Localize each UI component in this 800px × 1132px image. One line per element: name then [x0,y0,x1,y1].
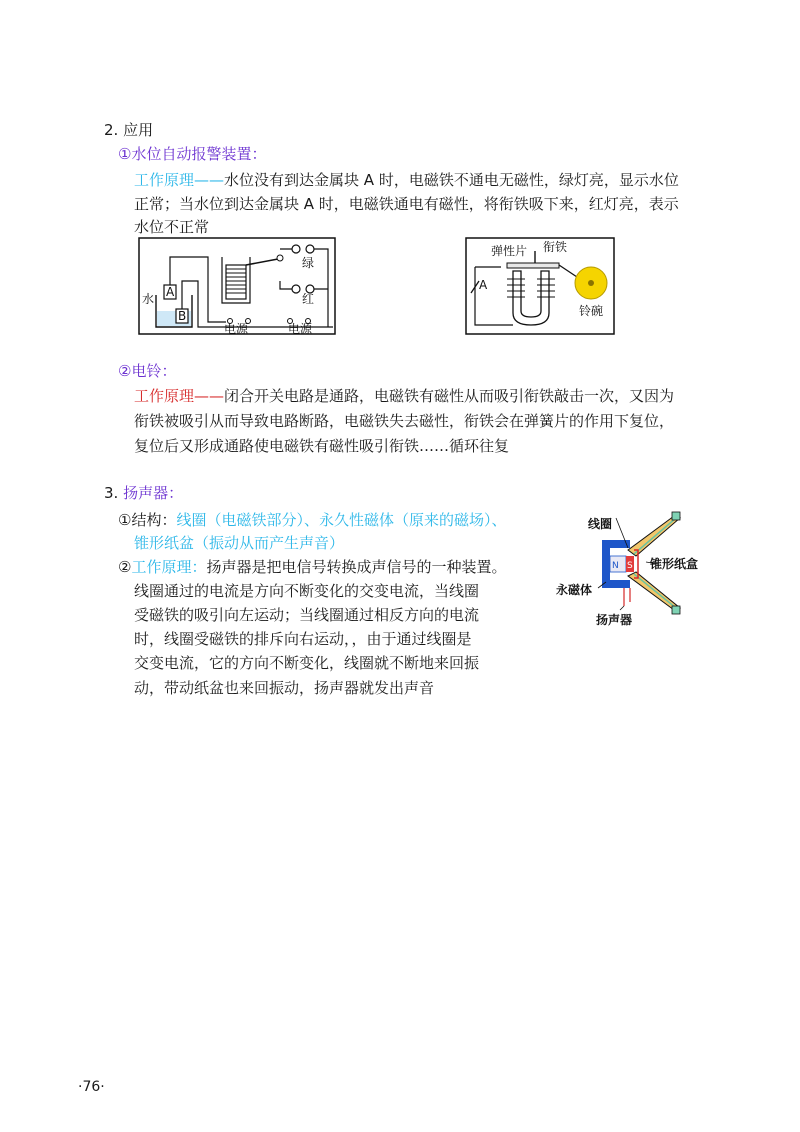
principle-text: 水位没有到达金属块 A 时，电磁铁不通电无磁性，绿灯亮，显示水位 [224,171,679,189]
magnet-label: 永磁体 [556,583,593,597]
a-label: A [479,278,488,292]
green-lamp-label: 绿 [302,256,315,270]
speaker-principle-line-1 [118,556,506,578]
speaker-principle-text: 扬声器是把电信号转换成声信号的一种装置。 [206,558,507,576]
block-b-label: B [178,309,187,323]
section-2-heading: 2. 应用 [104,121,154,139]
cone-label: 锥形纸盒 [650,557,699,571]
section-3-title: 扬声器： [123,484,184,502]
n-pole-label: N [612,561,619,571]
speaker-diagram [554,510,699,630]
electric-bell-title: ②电铃： [118,362,177,380]
bell-label: 铃碗 [579,304,604,318]
water-alarm-line-1 [134,169,679,191]
electric-bell-diagram [465,237,615,335]
structure-prefix: ①结构： [118,511,177,529]
bell-principle-label: 工作原理—— [134,387,225,405]
section-3-heading [104,482,183,504]
speaker-principle-label: 工作原理： [131,558,207,576]
bell-principle-text: 闭合开关电路是通路，电磁铁有磁性从而吸引衔铁敲击一次，又因为 [224,387,675,405]
red-lamp-label: 红 [302,292,315,306]
armature-label: 衔铁 [543,240,568,254]
bell-line-3: 复位后又形成通路使电磁铁有磁性吸引衔铁……循环往复 [134,437,510,455]
s-pole-label: S [627,561,633,571]
water-alarm-diagram [138,237,336,335]
speaker-body-1: 线圈通过的电流是方向不断变化的交变电流，当线圈 [134,582,480,600]
principle-prefix: ② [118,558,132,576]
speaker-body-5: 动，带动纸盆也来回振动，扬声器就发出声音 [134,679,435,697]
section-3-number: 3. [104,484,124,502]
block-a-label: A [166,285,175,299]
principle-label: 工作原理—— [134,171,225,189]
water-label: 水 [142,292,155,306]
water-alarm-line-2: 正常；当水位到达金属块 A 时，电磁铁通电有磁性，将衔铁吸下来，红灯亮，表示 [134,195,679,213]
water-alarm-title: ①水位自动报警装置： [118,145,267,163]
speaker-structure-line-2: 锥形纸盆（振动从而产生声音） [134,534,345,552]
structure-text-1: 线圈（电磁铁部分）、永久性磁体（原来的磁场）、 [176,511,507,529]
power-label-1: 电源 [224,322,249,335]
speaker-body-4: 交变电流，它的方向不断变化，线圈就不断地来回振 [134,654,480,672]
speaker-body-3: 时，线圈受磁铁的排斥向右运动，，由于通过线圈是 [134,630,472,648]
power-label-2: 电源 [288,322,313,335]
speaker-label: 扬声器 [596,613,633,627]
bell-line-1 [134,385,674,407]
speaker-body-2: 受磁铁的吸引向左运动；当线圈通过相反方向的电流 [134,606,480,624]
bell-line-2: 衔铁被吸引从而导致电路断路，电磁铁失去磁性，衔铁会在弹簧片的作用下复位， [134,412,675,430]
spring-label: 弹性片 [491,244,528,258]
speaker-structure-line-1 [118,509,506,531]
water-alarm-line-3: 水位不正常 [134,218,210,236]
page-number: ·76· [78,1079,105,1095]
coil-label: 线圈 [588,517,613,531]
